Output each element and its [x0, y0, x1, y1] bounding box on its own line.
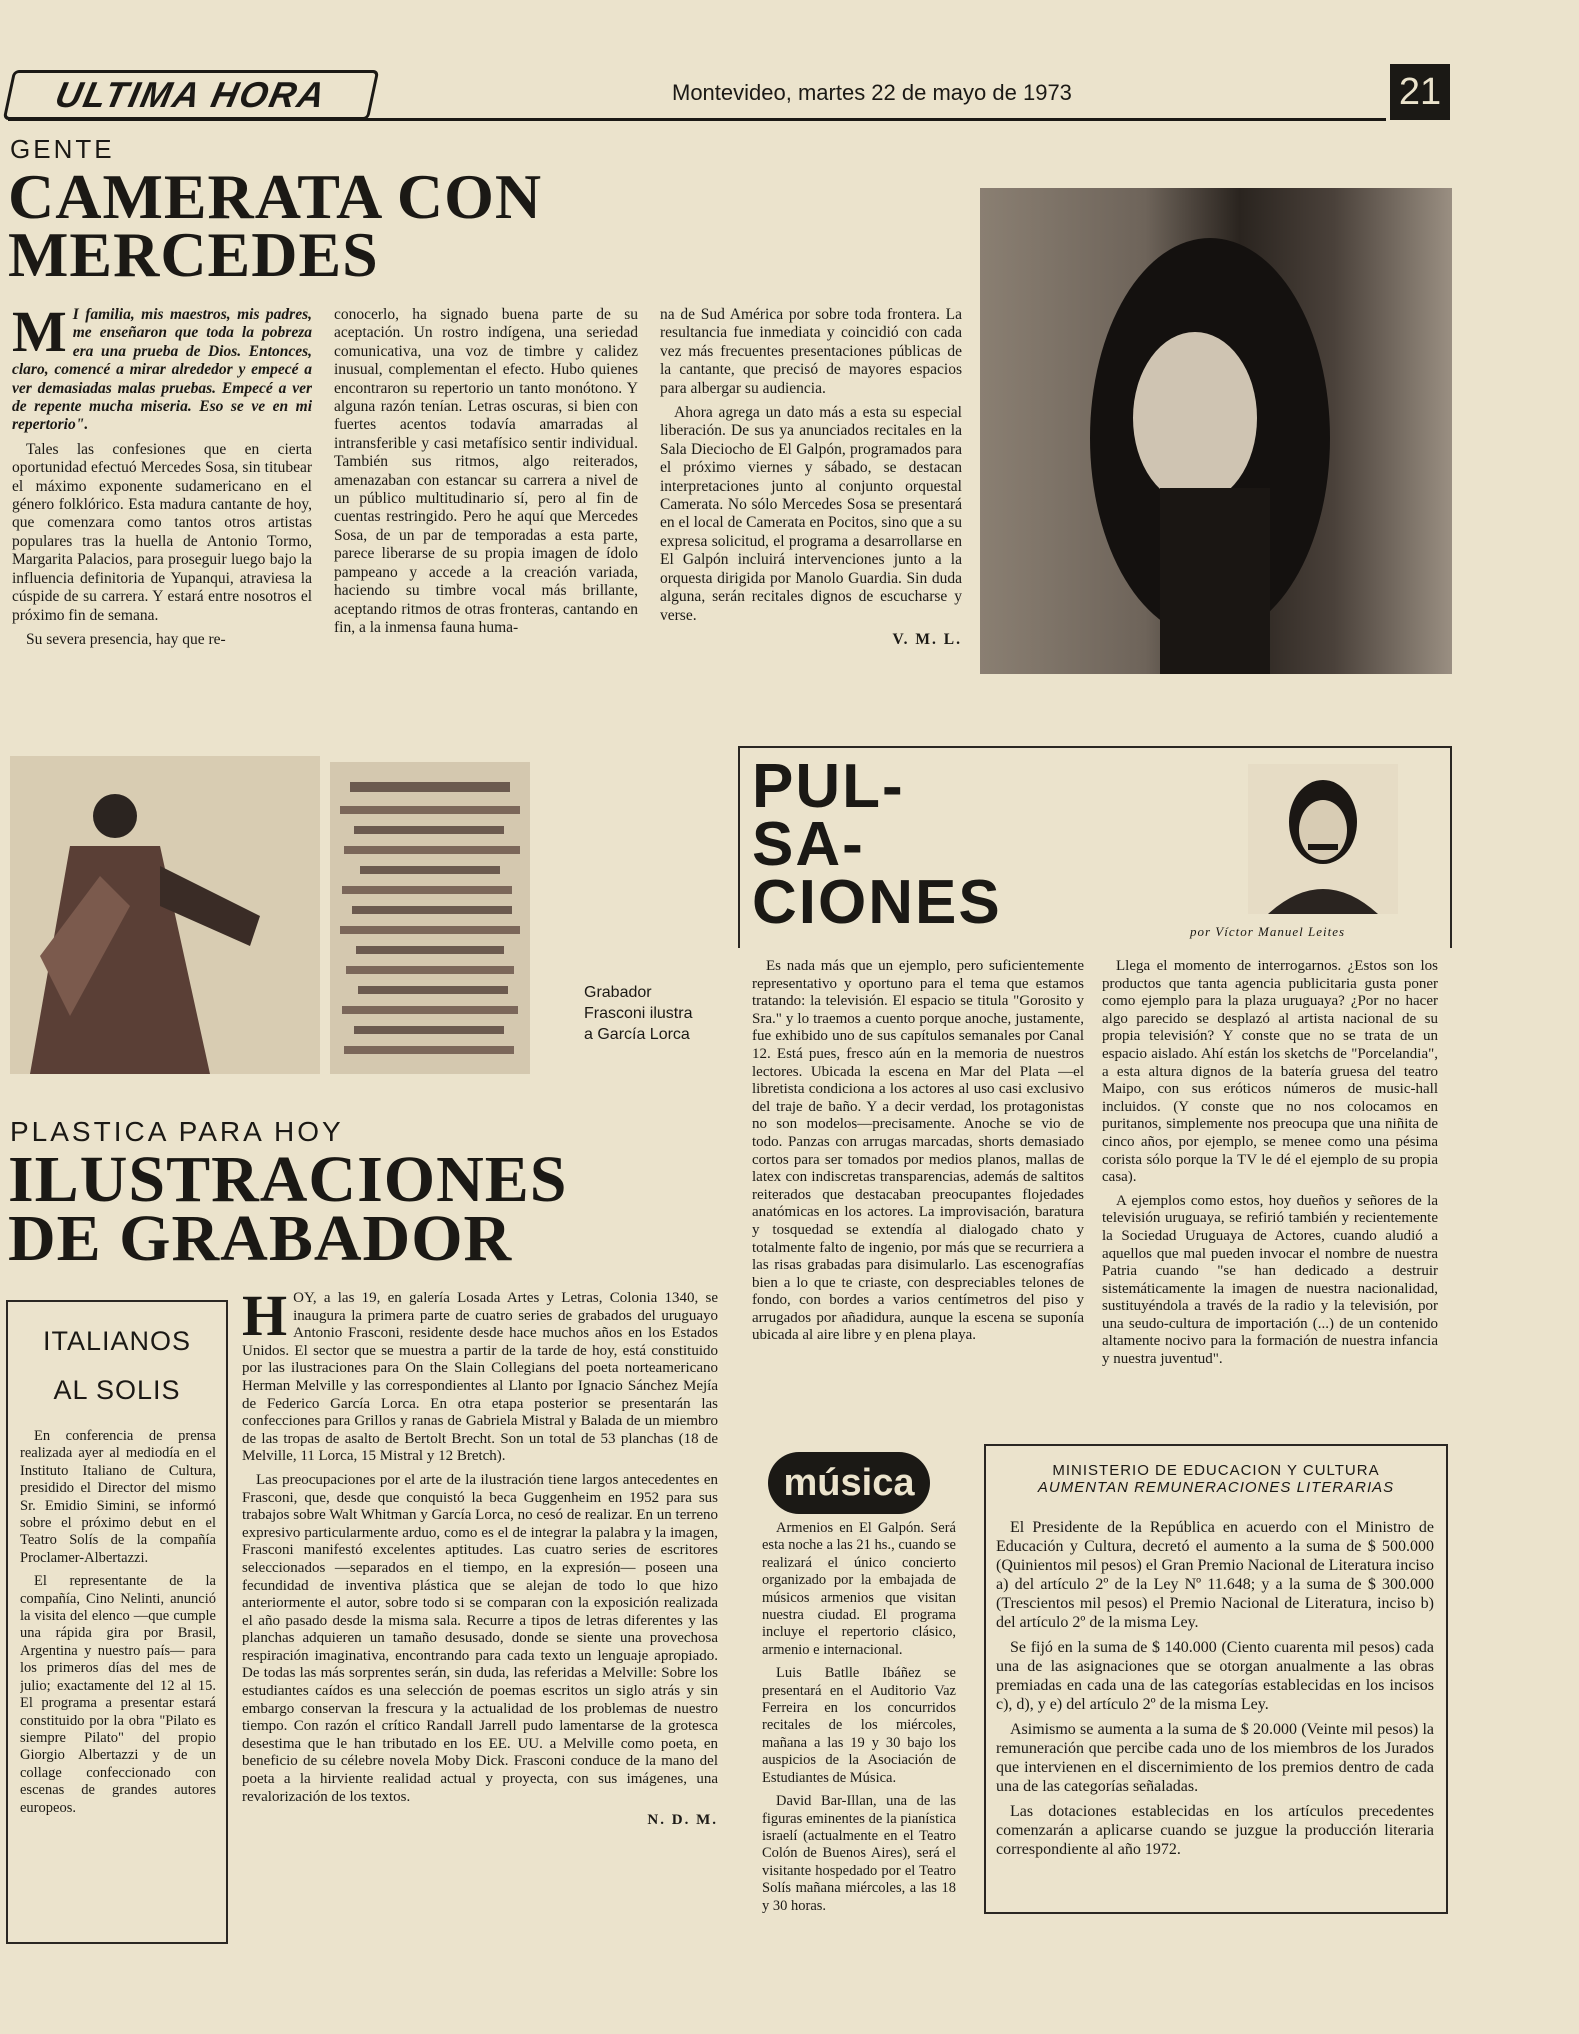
plastica-p2: Las preocupaciones por el arte de la ilustración tiene largos antecedentes en Frasconi, que, desde que conquistó la beca Guggenheim en 1952 para sus trabajos sobre Walt Whitman y García Lorca, no cesó de realizar. En un terreno expresivo particularmente arduo, como es el de integrar la palabra y la imagen, Frasconi manifestó excelentes aptitudes. Las cuatro series de escritores seleccionados —separados en el tiempo, en la expresión— poseen una fecundidad de inventiva plástica que se alejan de todo lo que hizo anteriormente el autor, sobre todo si se comparan con la exposición realizada el año pasado desde la misma sala. Recurre a tipos de letras diferentes y las planchas adquieren un tamaño desusado, donde se siente una provechosa respiración imaginativa, encontrando para cada texto un lenguaje apropiado. De todas las más sorprentes serán, sin duda, las referidas a Melville: Sobre los estudiantes caídos es una selección de poemas escritos un siglo atrás y sin embargo conservan la frescura y la actualidad de los problemas de nuestro tiempo. Con razón el crítico Randall Jarrell pudo lamentarse de la grotesca desestima que le han tributado en los EE. UU. a Melville como poeta, en beneficio de su célebre novela Moby Dick. Frasconi conduce de la mano del poeta a la hirviente realidad actual y proyecta, con sus imágenes, una revalorización de los textos. [242, 1471, 718, 1805]
camerata-col2-p1: conocerlo, ha signado buena parte de su aceptación. Un rostro indígena, una seriedad comunicativa, una voz de timbre y calidez inusual, complementan el efecto. Hubo quienes encontraron su repertorio un tanto monótono. Y alguna razón tenían. Letras oscuras, si bien con fuertes acentos todavía amarradas al intransferible y casi metafísico sentir individual. También sus ritmos, algo reiterados, amenazaban con estancar su carrera a nivel de un público multitudinario sí, pero al fin de cuentas restringido. Pero he aquí que Mercedes Sosa, de un par de temporadas a esta parte, parece liberarse de su propia imagen de ídolo pampeano y accede a la creación variada, haciendo su timbre vocal más brillante, aceptando ritmos de otras fronteras, cantando en fin, a la inmensa fauna huma- [334, 306, 638, 636]
camerata-dropcap: M [12, 306, 67, 364]
camerata-column-2 [334, 306, 638, 740]
frasconi-engraving-text [330, 762, 530, 1074]
ministerio-body [996, 1518, 1434, 1898]
ministerio-subtitle: AUMENTAN REMUNERACIONES LITERARIAS [1037, 1479, 1395, 1496]
musica-badge [768, 1452, 930, 1514]
musica-p1: Armenios en El Galpón. Será esta noche a las 21 hs., cuando se realizará el único concierto organizado por la embajada de músicos armenios que visitan nuestra ciudad. El programa incluye el repertorio clásico, armenio e internacional. [762, 1520, 956, 1658]
plastica-title-line2: DE GRABADOR [8, 1202, 513, 1276]
camerata-col3-p1: na de Sud América por sobre toda frontera. La resultancia fue inmediata y coincidió con cada vez más frecuentes presentaciones públicas de la cantante, que precisó de mayores espacios para albergar su audiencia. [660, 306, 962, 397]
camerata-title-line1: CAMERATA CON [8, 161, 543, 232]
dateline: Montevideo, martes 22 de mayo de 1973 [672, 80, 1072, 105]
musica-p2: Luis Batlle Ibáñez se presentará en el Auditorio Vaz Ferreira en los concurridos recitales de los miércoles, mañana a las 19 y 30 bajo los auspicios de la Asociación de Estudiantes de Música. [762, 1665, 956, 1786]
logo-text: ULTIMA HORA [51, 74, 331, 115]
plastica-title-line1: ILUSTRACIONES [8, 1143, 568, 1216]
plastica-kicker: PLASTICA PARA HOY [10, 1116, 344, 1147]
pulsaciones-col1-p1: Es nada más que un ejemplo, pero suficientemente representativo y oportuno para el tema que estamos tratando: la televisión. El espacio se titula "Gorosito y Sra." y lo traemos a cuento porque anoche, justamente, fue exhibido uno de sus capítulos semanales por Canal 12. Está pues, fresco aún en la memoria de nuestros lectores. Ubicada la escena en Mar del Plata —el libretista condiciona a los actores al uso casi exclusivo del traje de baño. Y a decir verdad, los protagonistas no son modelos—precisamente. Anoche se vio de todo. Panzas con arrugas marcadas, shorts demasiado cortos para ser tomados por medios planos, mallas de latex con indiscretas transparencias, además de saltitos reiterados que destacaban preocupantes flojedades anatómicas en los actores. La improvisación, baratura y tosquedad se extendía al dialogado chato y totalmente falto de ingenio, por más que se recurriera a las risas grabadas para disimularlo. Las escenografías bien a lo que te criaste, con despreciables telones de fondo, con bordes a varios centímetros del piso y arrugados por añadidura, aunque la escena se suponía ubicada al aire libre y en plena playa. [752, 958, 1084, 1344]
camerata-col1-quote: I familia, mis maestros, mis padres, me enseñaron que toda la pobreza era una prueba de Dios. Entonces, claro, comencé a mirar alrededor y empecé a ver demasiadas malas pruebas. Empecé a ver de repente mucha miseria. Eso se ve en mi repertorio". [12, 306, 312, 434]
pulsaciones-column-1 [752, 958, 1084, 1460]
masthead-rule [8, 118, 1386, 121]
pulsaciones-col2-p1: Llega el momento de interrogarnos. ¿Estos son los productos que tanta agencia publicitaria gusta poner como ejemplo para la plaza uruguaya? ¿Por no hacer algo parecido se desplazó al artista nacional de su propia televisión? Y conste que no se trata de un espacio aislado. Ahí están los sketchs de "Porcelandia", a esta altura dignos de la batería gruesa del teatro Maipo, con sus eróticos números de music-hall incluidos. (Y conste que no nos colocamos en puritanos, simplemente nos preocupa que una niñita de cinco años, por ejemplo, se menee como una pésima corista sólo porque la TV le dé el ejemplo de su propia casa). [1102, 958, 1438, 1186]
camerata-headline [8, 161, 543, 290]
pulsaciones-title-line3: CIONES [752, 868, 1002, 937]
musica-p3: David Bar-Illan, una de las figuras eminentes de la pianística israelí (actualmente en el Teatro Colón de Buenos Aires), será el visitante hospedado por el Teatro Solís mañana miércoles, a las 18 y 30 horas. [762, 1793, 956, 1914]
camerata-col3-p2: Ahora agrega un dato más a esta su especial liberación. De sus ya anunciados recitales en la Sala Dieciocho de El Galpón, programados para el próximo viernes y sábado, se destacan interpretaciones junto al conjunto orquestal Camerata. No sólo Mercedes Sosa se presentará en el local de Camerata en Pocitos, sino que a su expresa solicitud, el programa a desarrollarse en El Galpón incluirá intervenciones junto a la orquesta dirigida por Manolo Guardia. Sin duda alguna, serán recitales dignos de escucharse y verse. [660, 404, 962, 624]
ministerio-p3: Asimismo se aumenta a la suma de $ 20.000 (Veinte mil pesos) la remuneración que percibe cada uno de los miembros de los Jurados que intervienen en el discernimiento de los premios dentro de cada una de las categorías señaladas. [996, 1721, 1434, 1795]
italianos-box [6, 1300, 228, 1944]
newspaper-logo [3, 70, 380, 120]
camerata-title-line2: MERCEDES [8, 218, 379, 290]
pulsaciones-headline [752, 752, 1002, 937]
camerata-kicker: GENTE [10, 134, 115, 164]
mercedes-sosa-photo [980, 188, 1452, 674]
plastica-dropcap: H [242, 1290, 288, 1348]
plastica-p1: OY, a las 19, en galería Losada Artes y Letras, Colonia 1340, se inaugura la primera parte de cuatro series de grabados del uruguayo Antonio Frasconi, residente desde hace muchos años en los Estados Unidos. El sector que se muestra a partir de la tarde de hoy, está constituido por las ilustraciones para On the Slain Collegians del poeta norteamericano Herman Melville y las correspondientes al Llanto por Ignacio Sánchez Mejía de Federico García Lorca. En otra etapa posterior se presentarán las confecciones para Grillos y ranas de Gabriela Mistral y Balada de un miembro de las tropas de asalto de Bertolt Brecht. Son un total de 53 planchas (18 de Melville, 11 Lorca, 15 Mistral y 12 Bretch). [242, 1290, 718, 1465]
camerata-col1-p3: Su severa presencia, hay que re- [26, 630, 226, 648]
musica-label: música [783, 1462, 915, 1504]
camerata-column-1 [12, 306, 312, 740]
pulsaciones-column-2 [1102, 958, 1438, 1460]
ministerio-p4: Las dotaciones establecidas en los artículos precedentes comenzarán a aplicarse cuando se juzgue la producción literaria correspondiente al año 1972. [996, 1803, 1434, 1858]
masthead [0, 58, 1579, 128]
camerata-signature: V. M. L. [892, 630, 962, 648]
camerata-column-3 [660, 306, 962, 740]
pulsaciones-title-line2: SA- [752, 810, 865, 879]
columnist-photo [1248, 764, 1398, 914]
pulsaciones-col2-p2: A ejemplos como estos, hoy dueños y señores de la televisión uruguaya, se refirió también y recientemente la Sociedad Uruguaya de Actores, cuando aludió a aquellos que mal pueden invocar el nombre de nuestra Patria cuando "se han dedicado a destruir sistemáticamente la imagen de nuestra nacionalidad, sustituyéndola a través de la radio y la televisión, por una seudo-cultura de importación (...) de un contenido altamente nocivo para la formación de nuestra infancia y nuestra juventud". [1102, 1192, 1438, 1368]
italianos-title-line1: ITALIANOS [42, 1326, 192, 1356]
plastica-headline [8, 1143, 568, 1276]
italianos-title-line2: AL SOLIS [53, 1375, 181, 1405]
musica-body [762, 1520, 956, 1930]
ministerio-p2: Se fijó en la suma de $ 140.000 (Ciento cuarenta mil pesos) cada una de las asignaciones que se otorgan anualmente a las obras premiadas en cada una de las categorías establecidas en los incisos c), d), y e) del artículo 2º de la misma Ley. [996, 1639, 1434, 1713]
pulsaciones-byline: por Víctor Manuel Leites [1190, 924, 1346, 939]
page-number: 21 [1390, 64, 1450, 120]
engraving-figure-illustration [10, 756, 320, 1074]
camerata-col1-p2: Tales las confesiones que en cierta oportunidad efectuó Mercedes Sosa, sin titubear el máximo exponente sudamericano en el género folklórico. Esta madura cantante de hoy, que comenzara como tantos otros artistas populares tras la huella de Antonio Tormo, Margarita Palacios, para proseguir luego bajo la influencia definitoria de Yupanqui, atraviesa la cúspide de su carrera. Y estará entre nosotros el próximo fin de semana. [12, 440, 312, 624]
italianos-p2: El representante de la compañía, Cino Nelinti, anunció la visita del elenco —que cumple una rápida gira por Brasil, Argentina y nuestro país— para los primeros días del mes de julio; exactamente del 12 al 15. El programa a presentar estará constituido por la obra "Pilato es siempre Pilato" del propio Giorgio Albertazzi y de un collage confeccionado con escenas de grandes autores europeos. [20, 1573, 216, 1816]
pulsaciones-title-line1: PUL- [752, 752, 905, 821]
frasconi-engraving-figure [10, 756, 320, 1074]
ministerio-title: MINISTERIO DE EDUCACION Y CULTURA [1052, 1462, 1380, 1479]
italianos-body [20, 1428, 216, 1928]
ministerio-p1: El Presidente de la República en acuerdo con el Ministro de Educación y Cultura, decretó el aumento a la suma de $ 500.000 (Quinientos mil pesos) el Gran Premio Nacional de Literatura inciso a) del artículo 2º de la Ley Nº 11.648; y a la suma de $ 300.000 (Trescientos mil pesos) el Premio Nacional de Literatura, inciso b) del artículo 2º de la misma Ley. [996, 1519, 1434, 1631]
portrait-illustration [980, 188, 1452, 674]
frasconi-caption: Grabador Frasconi ilustra a García Lorca [584, 984, 693, 1043]
plastica-body [242, 1290, 718, 1922]
columnist-portrait [1248, 764, 1398, 914]
engraving-text-illustration [330, 762, 530, 1074]
pulsaciones-box [738, 746, 1452, 948]
plastica-signature: N. D. M. [647, 1812, 718, 1829]
ministerio-box [984, 1444, 1448, 1914]
italianos-p1: En conferencia de prensa realizada ayer al mediodía en el Instituto Italiano de Cultura, presidido el Director del mismo Sr. Emidio Simini, se informó sobre el próximo debut en el Teatro Solís de la compañía Proclamer-Albertazzi. [20, 1428, 216, 1566]
